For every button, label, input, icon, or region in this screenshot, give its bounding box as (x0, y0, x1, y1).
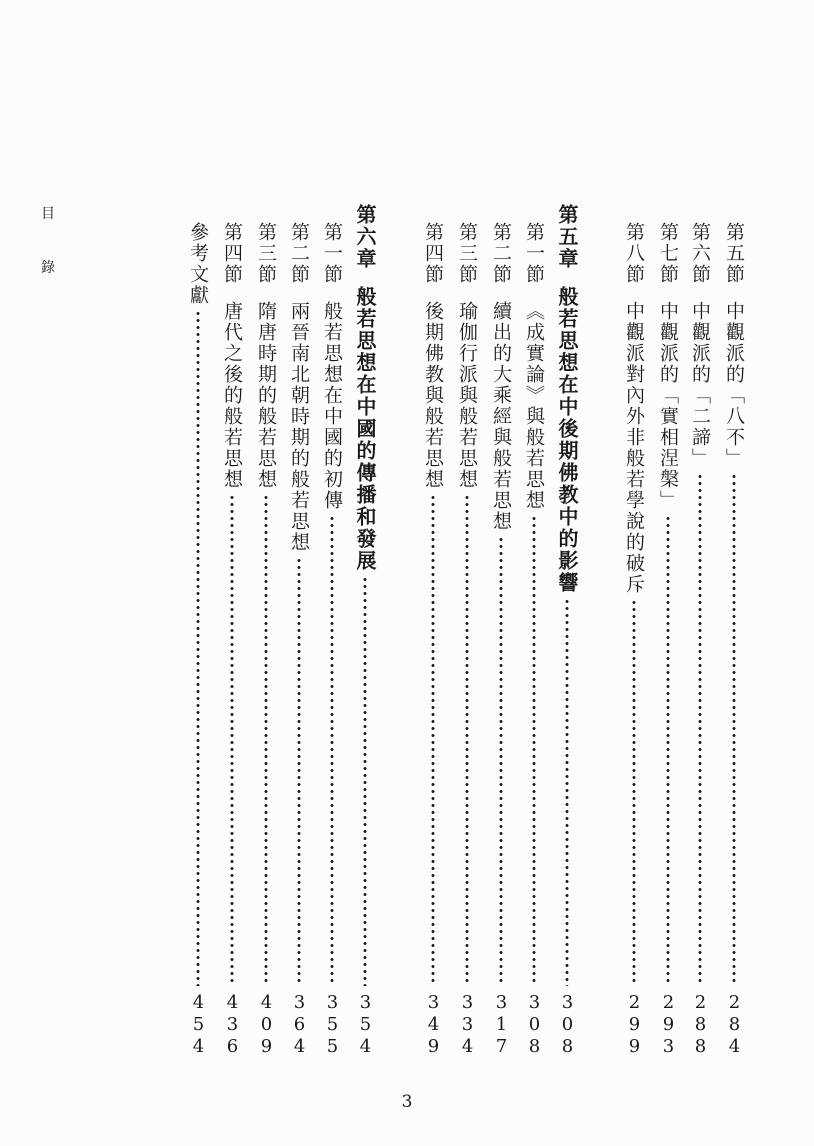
entry-title: 瑜伽行派與般若思想 (456, 301, 478, 490)
entry-title: 中觀派的「二諦」 (689, 301, 711, 469)
entry-page: 409 (256, 992, 277, 1058)
entry-page: 364 (289, 992, 310, 1058)
toc-entry[interactable] (619, 222, 649, 1058)
entry-label: 第四節 (221, 222, 243, 285)
entry-label: 第三節 (255, 222, 277, 285)
leader-dots (363, 576, 367, 986)
leader-dots (196, 310, 200, 986)
leader-dots (666, 515, 670, 986)
entry-label: 參考文獻 (187, 222, 209, 306)
toc-entry[interactable] (486, 222, 516, 1058)
chapter-label: 第六章 (353, 204, 377, 270)
chapter-label: 第五章 (555, 204, 579, 270)
leader-dots (230, 494, 234, 986)
leader-dots (465, 494, 469, 986)
toc-entry[interactable] (251, 222, 281, 1058)
chapter-title: 般若思想在中後期佛教中的影響 (555, 286, 579, 594)
entry-label: 第一節 (523, 222, 545, 285)
entry-title: 《成實論》與般若思想 (523, 301, 545, 511)
toc-entry[interactable] (183, 222, 213, 1058)
leader-dots (431, 494, 435, 986)
toc-entry[interactable] (284, 222, 314, 1058)
entry-page: 293 (658, 992, 679, 1058)
toc-chapter-entry[interactable] (350, 204, 380, 1058)
entry-page: 284 (724, 992, 745, 1058)
entry-page: 454 (188, 992, 209, 1058)
toc-entry[interactable] (418, 222, 448, 1058)
running-head-char: 目 (41, 206, 55, 222)
toc-entry[interactable] (685, 222, 715, 1058)
entry-page: 354 (355, 992, 376, 1058)
entry-page: 355 (322, 992, 343, 1058)
leader-dots (499, 536, 503, 986)
chapter-title: 般若思想在中國的傳播和發展 (353, 286, 377, 572)
entry-label: 第三節 (456, 222, 478, 285)
entry-title: 續出的大乘經與般若思想 (490, 301, 512, 532)
page-number: 3 (401, 1092, 413, 1112)
toc-entry[interactable] (217, 222, 247, 1058)
entry-page: 288 (690, 992, 711, 1058)
entry-label: 第四節 (422, 222, 444, 285)
entry-label: 第二節 (490, 222, 512, 285)
leader-dots (632, 599, 636, 986)
leader-dots (264, 494, 268, 986)
running-head-char: 錄 (41, 260, 55, 276)
entry-title: 唐代之後的般若思想 (221, 301, 243, 490)
toc-chapter-entry[interactable] (552, 204, 582, 1058)
entry-title: 後期佛教與般若思想 (422, 301, 444, 490)
toc-entry[interactable] (653, 222, 683, 1058)
leader-dots (297, 557, 301, 986)
entry-title: 般若思想在中國的初傳 (321, 301, 343, 511)
entry-page: 308 (557, 992, 578, 1058)
entry-label: 第二節 (288, 222, 310, 285)
leader-dots (698, 473, 702, 986)
entry-page: 349 (423, 992, 444, 1058)
toc-entry[interactable] (519, 222, 549, 1058)
leader-dots (532, 515, 536, 986)
entry-page: 436 (222, 992, 243, 1058)
entry-title: 中觀派對內外非般若學說的破斥 (623, 301, 645, 595)
entry-page: 299 (624, 992, 645, 1058)
running-head (38, 204, 58, 278)
entry-page: 317 (491, 992, 512, 1058)
entry-title: 兩晉南北朝時期的般若思想 (288, 301, 310, 553)
entry-title: 中觀派的「八不」 (723, 301, 745, 469)
toc-entry[interactable] (719, 222, 749, 1058)
leader-dots (565, 598, 569, 986)
entry-label: 第五節 (723, 222, 745, 285)
leader-dots (330, 515, 334, 986)
entry-title: 中觀派的「實相涅槃」 (657, 301, 679, 511)
leader-dots (732, 473, 736, 986)
entry-label: 第七節 (657, 222, 679, 285)
entry-label: 第六節 (689, 222, 711, 285)
entry-page: 334 (457, 992, 478, 1058)
entry-title: 隋唐時期的般若思想 (255, 301, 277, 490)
toc-entry[interactable] (317, 222, 347, 1058)
entry-label: 第一節 (321, 222, 343, 285)
toc-entry[interactable] (452, 222, 482, 1058)
entry-page: 308 (524, 992, 545, 1058)
entry-label: 第八節 (623, 222, 645, 285)
